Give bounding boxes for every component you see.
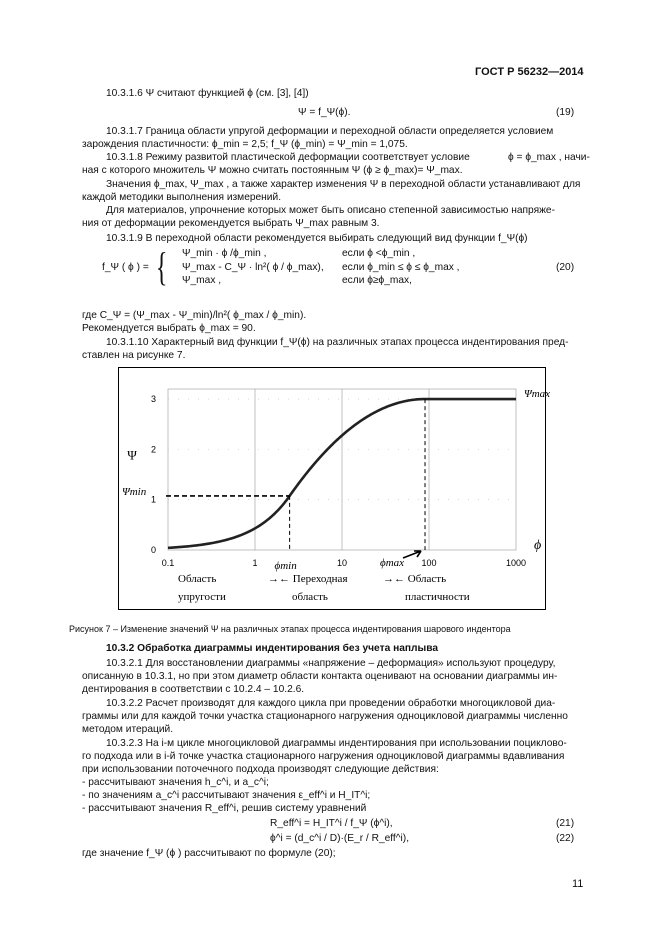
para-10-3-2-2-line1: 10.3.2.2 Расчет производят для каждого цикла при проведении обработки многоцикловой диа- xyxy=(106,698,556,709)
para-10-3-2-2-line2: граммы или для каждой точки участка стационарного нагружения одноцикловой диаграммы численно xyxy=(82,711,568,722)
para-10-3-1-8-condition: ϕ = ϕ_max , начи- xyxy=(508,152,590,163)
equation-20-case1-expr: Ψ_min · ϕ /ϕ_min , xyxy=(182,248,267,259)
para-c-psi: где C_Ψ = (Ψ_max - Ψ_min)/ln²( ϕ_max / ϕ_min). xyxy=(82,310,307,321)
equation-22: ϕ^i = (d_c^i / D)·(E_r / R_eff^i), xyxy=(270,833,410,844)
label-phi-min: ϕmin xyxy=(274,560,297,572)
region-label-line1: →← Переходная xyxy=(268,573,348,585)
equation-19: Ψ = f_Ψ(ϕ). xyxy=(298,107,351,118)
page-number: 11 xyxy=(572,878,584,890)
y-tick-label: 2 xyxy=(150,444,156,455)
section-title-10-3-2: 10.3.2 Обработка диаграммы индентирования без учета наплыва xyxy=(106,643,439,654)
equation-20-number: (20) xyxy=(556,262,575,273)
y-tick-label: 3 xyxy=(150,394,156,405)
equation-20-case1-cond: если ϕ <ϕ_min , xyxy=(342,248,416,259)
region-label-line1: Область xyxy=(178,573,217,585)
equation-21-number: (21) xyxy=(556,818,575,829)
equation-20-brace: { xyxy=(155,244,168,289)
para-last: где значение f_Ψ (ϕ ) рассчитывают по формуле (20); xyxy=(82,848,336,859)
para-10-3-1-7-line1: 10.3.1.7 Граница области упругой деформации и переходной области определяется условием xyxy=(106,126,554,137)
equation-20-lhs: f_Ψ ( ϕ ) = xyxy=(102,262,149,273)
bullet-2: - по значениям a_c^i рассчитывают значения ε_eff^i и H_IT^i; xyxy=(82,790,371,801)
equation-22-number: (22) xyxy=(556,833,575,844)
para-10-3-2-3-line2: го подхода или в i-й точке участка стационарного нагружения одноцикловой диаграммы вдавливания xyxy=(82,751,565,762)
para-10-3-1-6: 10.3.1.6 Ψ считают функцией ϕ (см. [3], [4]) xyxy=(106,88,309,99)
para-materials-line2: ния от деформации рекомендуется выбрать Ψ_max равным 3. xyxy=(82,218,380,229)
para-materials-line1: Для материалов, упрочнение которых может быть описано степенной зависимостью напряже- xyxy=(106,205,555,216)
equation-20-case2-expr: Ψ_max - C_Ψ · ln²( ϕ / ϕ_max), xyxy=(182,262,324,273)
equation-20-case2-cond: если ϕ_min ≤ ϕ ≤ ϕ_max , xyxy=(342,262,460,273)
figure-caption: Рисунок 7 – Изменение значений Ψ на различных этапах процесса индентирования шарового индентора xyxy=(69,624,511,634)
region-label-line2: пластичности xyxy=(405,591,470,603)
para-10-3-1-10-line1: 10.3.1.10 Характерный вид функции f_Ψ(ϕ) на различных этапах процесса индентирования пред- xyxy=(106,337,569,348)
para-10-3-1-10-line2: ставлен на рисунке 7. xyxy=(82,350,186,361)
equation-20-case3-expr: Ψ_max , xyxy=(182,275,222,286)
para-10-3-2-1-line2: описанную в 10.3.1, но при этом диаметр области контакта оценивают на основании диаграммы ин- xyxy=(82,671,558,682)
label-phi-max: ϕmax xyxy=(380,557,405,569)
x-tick-label: 1 xyxy=(252,558,258,568)
x-tick-label: 1000 xyxy=(505,558,527,568)
bullet-1: - рассчитывают значения h_c^i, и a_c^i; xyxy=(82,777,269,788)
para-10-3-1-9: 10.3.1.9 В переходной области рекомендуется выбирать следующий вид функции f_Ψ(ϕ) xyxy=(106,233,528,244)
y-axis-label: Ψ xyxy=(127,447,137,463)
para-10-3-1-7-line2: зарождения пластичности: ϕ_min = 2,5; f_Ψ (ϕ_min) = Ψ_min = 1,075. xyxy=(82,139,408,150)
para-values-line1: Значения ϕ_max, Ψ_max , а также характер изменения Ψ в переходной области устанавливают для xyxy=(106,179,581,190)
x-axis-label: ϕ xyxy=(534,538,542,553)
equation-20-case3-cond: если ϕ≥ϕ_max, xyxy=(342,275,412,286)
para-10-3-2-2-line3: методом итераций. xyxy=(82,724,174,735)
label-psi-max: Ψmax xyxy=(524,388,551,401)
document-code: ГОСТ Р 56232—2014 xyxy=(475,66,584,78)
x-tick-label: 10 xyxy=(336,558,348,568)
x-tick-label: 100 xyxy=(421,558,437,568)
para-10-3-2-1-line1: 10.3.2.1 Для восстановлении диаграммы «напряжение – деформация» используют процедуру, xyxy=(106,658,556,669)
para-10-3-1-8-line2: ная с которого множитель Ψ можно считать постоянным Ψ (ϕ ≥ ϕ_max)= Ψ_max. xyxy=(82,165,463,176)
x-tick-label: 0.1 xyxy=(161,558,175,568)
region-label-line2: область xyxy=(292,591,328,603)
figure-7-chart xyxy=(118,367,551,610)
para-10-3-2-3-line3: при использовании поточечного подхода производят следующие действия: xyxy=(82,764,439,775)
para-10-3-1-8-line1: 10.3.1.8 Режиму развитой пластической деформации соответствует условие xyxy=(106,152,470,163)
para-recommend-phi-max: Рекомендуется выбрать ϕ_max = 90. xyxy=(82,323,256,334)
para-10-3-2-1-line3: дентирования в соответствии с 10.2.4 – 10.2.6. xyxy=(82,684,305,695)
para-10-3-2-3-line1: 10.3.2.3 На i-м цикле многоцикловой диаграммы индентирования при использовании поциклово- xyxy=(106,738,567,749)
y-tick-label: 0 xyxy=(150,545,156,555)
region-label-line1: →← Область xyxy=(383,573,447,585)
region-label-line2: упругости xyxy=(178,591,226,603)
equation-19-number: (19) xyxy=(556,107,575,118)
label-psi-min: Ψmin xyxy=(122,485,147,498)
para-values-line2: каждой методики выполнения измерений. xyxy=(82,192,282,203)
bullet-3: - рассчитывают значения R_eff^i, решив систему уравнений xyxy=(82,803,367,814)
equation-21: R_eff^i = H_IT^i / f_Ψ (ϕ^i), xyxy=(270,818,393,829)
y-tick-label: 1 xyxy=(150,494,156,505)
